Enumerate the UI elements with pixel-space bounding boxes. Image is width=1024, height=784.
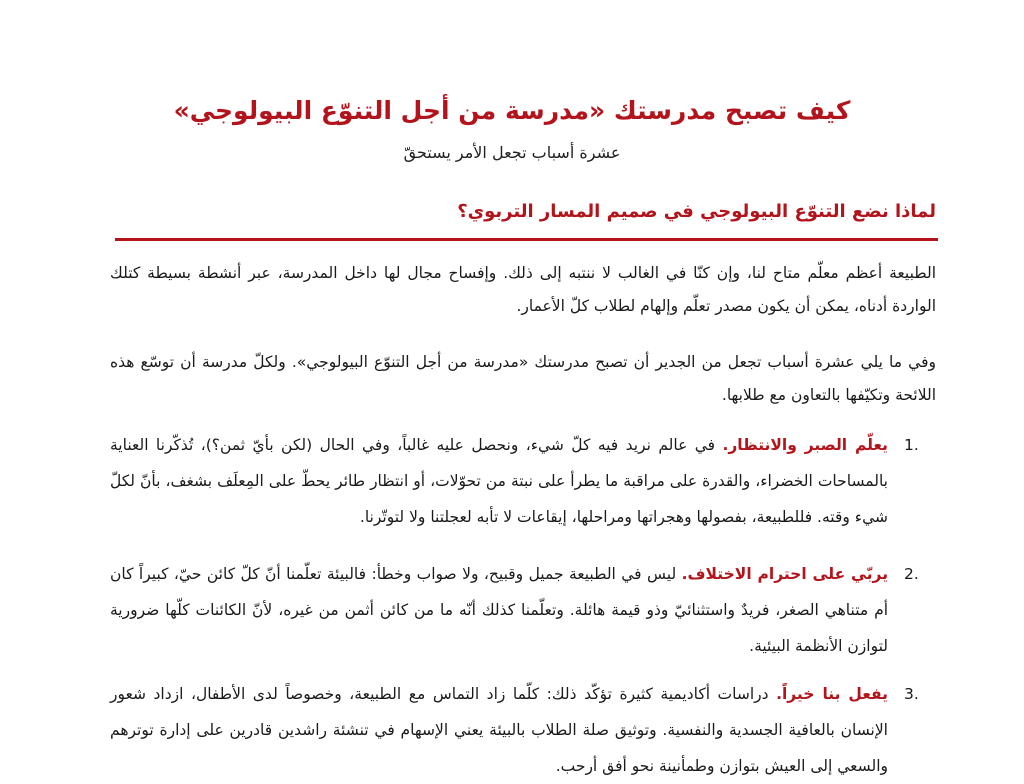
list-item-lead: يربّي على احترام الاختلاف. [681, 565, 889, 583]
list-item-lead: يعلّم الصبر والانتظار. [722, 436, 888, 454]
list-item-number: 3. [904, 685, 919, 703]
list-item [110, 676, 936, 784]
intro-paragraph: الطبيعة أعظم معلّم متاح لنا، وإن كنّا في الغالب لا ننتبه إلى ذلك. وإفساح مجال لها داخل المدرسة، عبر أنشطة بسيطة كتلك الواردة أدناه، يمكن أن يكون مصدر تعلّم وإلهام لطلاب كلّ الأعمار. [110, 264, 936, 315]
list-item-text: دراسات أكاديمية كثيرة تؤكّد ذلك: كلّما زاد التماس مع الطبيعة، وخصوصاً لدى الأطفال، ازداد شعور الإنسان بالعافية الجسدية والنفسية. وتوثيق صلة الطلاب بالبيئة يعني الإسهام في تنشئة راشدين قادرين على إدارة توترهم والسعي إلى العيش بتوازن وطمأنينة نحو أفق أرحب. [110, 685, 888, 775]
list-item-number: 1. [904, 436, 919, 454]
list-item-text: في عالم نريد فيه كلّ شيء، ونحصل عليه غالباً، وفي الحال (لكن بأيّ ثمن؟)، تُذكّرنا العناية بالمساحات الخضراء، والقدرة على مراقبة ما يطرأ على نبتة من تحوّلات، أو انتظار طائر يحطّ على المِعلَف بشغف، بأنّ لكلّ شيء وقته. فللطبيعة، بفصولها وهجراتها ومراحلها، إيقاعات لا تأبه لعجلتنا ولا لتوتّرنا. [110, 436, 888, 526]
list-item-body [110, 676, 888, 784]
section-divider [115, 238, 938, 241]
list-item [110, 427, 936, 535]
list-item-body [110, 427, 888, 535]
document-subtitle: عشرة أسباب تجعل الأمر يستحقّ [403, 143, 621, 162]
section-heading: لماذا نضع التنوّع البيولوجي في صميم المسار التربوي؟ [457, 201, 936, 222]
list-item [110, 556, 936, 664]
document-title: كيف تصبح مدرستك «مدرسة من أجل التنوّع البيولوجي» [173, 96, 851, 125]
list-item-body [110, 556, 888, 664]
list-item-number: 2. [904, 565, 919, 583]
list-item-lead: يفعل بنا خيراً. [776, 685, 888, 703]
reasons-intro-paragraph: وفي ما يلي عشرة أسباب تجعل من الجدير أن تصبح مدرستك «مدرسة من أجل التنوّع البيولوجي». ولكلّ مدرسة أن توسّع هذه اللائحة وتكيّفها بالتعاون مع طلابها. [110, 353, 936, 404]
list-item-text: ليس في الطبيعة جميل وقبيح، ولا صواب وخطأ: فالبيئة تعلّمنا أنّ كلّ كائن حيّ، كبيراً كان أم متناهي الصغر، فريدٌ واستثنائيّ وذو قيمة هائلة. وتعلّمنا كذلك أنّه ما من كائن أثمن من غيره، لأنّ الكائنات كلّها ضرورية لتوازن الأنظمة البيئية. [110, 565, 888, 655]
